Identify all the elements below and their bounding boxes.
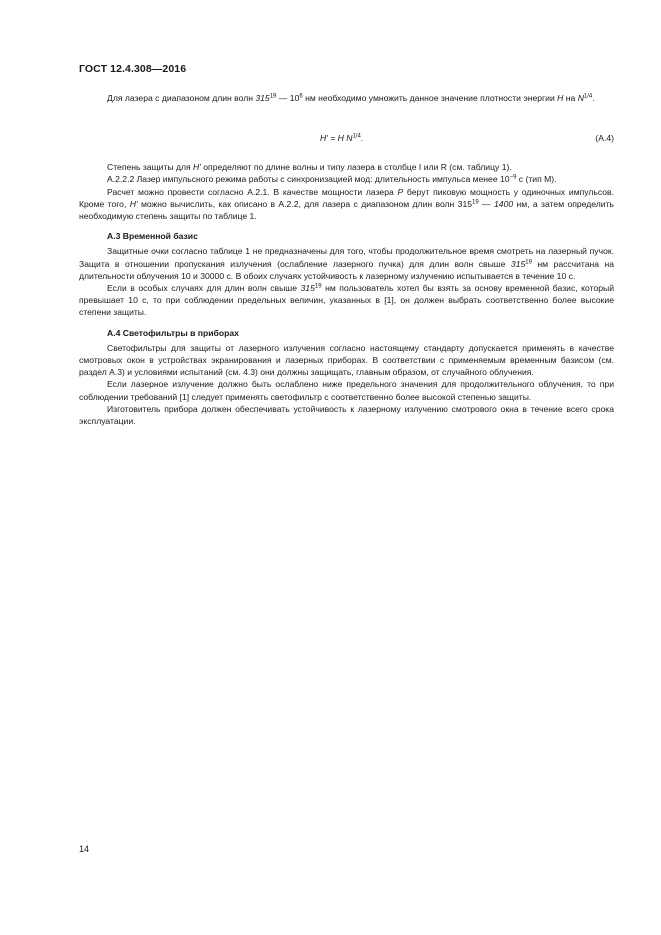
formula-number: (A.4) xyxy=(595,133,614,144)
paragraph-a4-attenuation: Если лазерное излучение должно быть ослаблено ниже предельного значения для продолжительного облучения, то при соблюдении требований [1] следует применять светофильтр с соответственно более высокой степенью защиты. xyxy=(79,379,614,402)
document-body xyxy=(79,92,614,427)
paragraph-a3-special-cases: Если в особых случаях для длин волн свыше $315^{19}$ нм пользователь хотел бы взять за основу временной базис, который превышает 10 с, то при соблюдении предельных величин, указанных в [1], он должен выбрать соответственно более высокие степени защиты. xyxy=(79,283,614,318)
paragraph-a4-filters: Светофильтры для защиты от лазерного излучения согласно настоящему стандарту допускается применять в качестве смотровых окон в устройствах экранирования и лазерных приборах. В соответствии с применяемым временным базисом (см. раздел А.3) и условиями испытаний (см. 4.3) они должны защищать, главным образом, от случайного облучения. xyxy=(79,342,614,378)
paragraph-energy-density: Для лазера с диапазоном длин волн $315^{19}$ — $10^6$ нм необходимо умножить данное значение плотности энергии H на $N^{1/4}$. xyxy=(107,93,595,103)
formula-a4 xyxy=(79,132,614,144)
paragraph-a4-manufacturer: Изготовитель прибора должен обеспечивать устойчивость к лазерному излучению смотрового окна в течение всего срока эксплуатации. xyxy=(79,403,614,427)
paragraph-protection-level: Степень защиты для H' определяют по длине волны и типу лазера в столбце I или R (см. таблицу 1). xyxy=(107,162,512,173)
document-header: ГОСТ 12.4.308—2016 xyxy=(79,63,187,75)
section-heading-a3: A.3 Временной базис xyxy=(107,231,198,242)
paragraph-a2-2-2: A.2.2.2 Лазер импульсного режима работы с синхронизацией мод: длительность импульса менее $10^{-9}$ с (тип M). xyxy=(107,174,557,185)
paragraph-a3-goggles: Защитные очки согласно таблице 1 не предназначены для того, чтобы продолжительное время смотреть на лазерный пучок. Защита в отношении пропускания излучения (ослабление лазерного пучка) для длин волн свыше $315^{19}$ нм рассчитана на длительности облучения 10 и 30000 с. В обоих случаях устойчивость к лазерному излучению испытывается в течение 10 с. xyxy=(79,246,615,281)
page-number: 14 xyxy=(79,844,90,854)
paragraph-calculation: Расчет можно провести согласно А.2.1. В качестве мощности лазера P берут пиковую мощность у одиночных импульсов. Кроме того, H' можно вычислить, как описано в А.2.2, для лазера с диапазоном длин волн $315^{19}$ — 1400 нм, а затем определить необходимую степень защиты по таблице 1. xyxy=(79,186,615,222)
formula-expression: H' = H $N^{1/4}$. xyxy=(320,133,364,144)
section-heading-a4: A.4 Светофильтры в приборах xyxy=(107,327,239,338)
